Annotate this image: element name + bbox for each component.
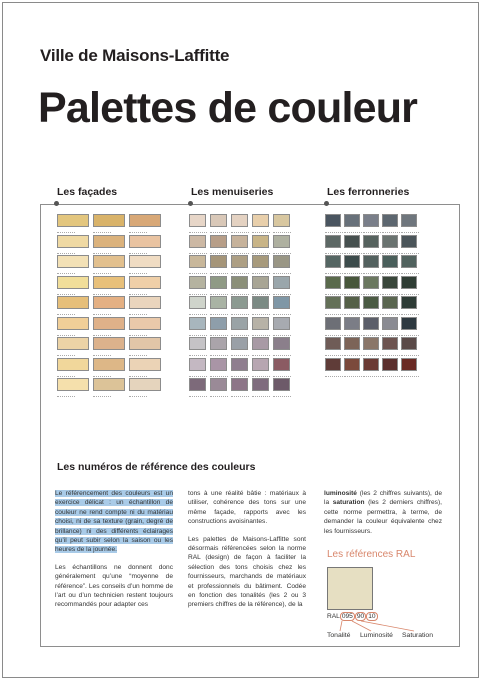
ral-label-sat: Saturation bbox=[402, 632, 433, 639]
refs-text: (les 2 derniers chiffres), cette norme permettra, à terme, de demander la couleur équivalente chez les fournisseurs. bbox=[324, 499, 443, 535]
ral-code-sat: 10 bbox=[368, 613, 376, 620]
refs-paragraph: Les palettes de Maisons-Laffitte sont désormais référencées selon la norme RAL (design) de façon à faciliter la sélection des tons choisis chez les fournisseurs, marchands de matériaux et professionnels du bâtiment. Codée en fonction des tonalités (les 2 ou 3 premiers chiffres de la référence), de la bbox=[188, 535, 306, 609]
ral-title: Les références RAL bbox=[327, 549, 416, 560]
highlighted-text: Le référencement des couleurs est un exercice délicat : un échantillon de couleur ne rend compte ni du matériau choisi, ni de sa texture (grain, degré de brillance) ni des différents éclairages qu’il peut subir selon la saison ou les heures de la journée. bbox=[55, 490, 173, 554]
city-name: Ville de Maisons-Laffitte bbox=[40, 46, 230, 65]
refs-title: Les numéros de référence des couleurs bbox=[57, 461, 256, 473]
refs-paragraph: tons à une réalité bâtie : matériaux à utiliser, cohérence des tons sur une même façade, rapports avec les constructions avoisinantes. bbox=[188, 490, 306, 526]
section-title-menuiseries: Les menuiseries bbox=[191, 186, 279, 198]
page-title: Palettes de couleur bbox=[38, 84, 418, 132]
ral-label-tone: Tonalité bbox=[327, 632, 351, 639]
ral-label-lum: Luminosité bbox=[360, 632, 393, 639]
section-title-facades: Les façades bbox=[57, 186, 123, 198]
term-luminosite: luminosité bbox=[324, 490, 357, 497]
section-title-ferronneries: Les ferronneries bbox=[327, 186, 415, 198]
ral-code-lum: 90 bbox=[356, 613, 365, 620]
refs-paragraph: Les échantillons ne donnent donc généralement qu’une “moyenne de référence”. Les conseils d’un homme de l’art ou d’un technicien restent toujours recommandés pour adapter ces bbox=[55, 563, 173, 609]
ral-code-tone: 095 bbox=[341, 613, 353, 620]
ral-code-prefix: RAL bbox=[327, 613, 340, 620]
term-saturation: saturation bbox=[332, 499, 365, 507]
refs-text: (les 2 chiffres suivants), de la bbox=[324, 490, 442, 507]
